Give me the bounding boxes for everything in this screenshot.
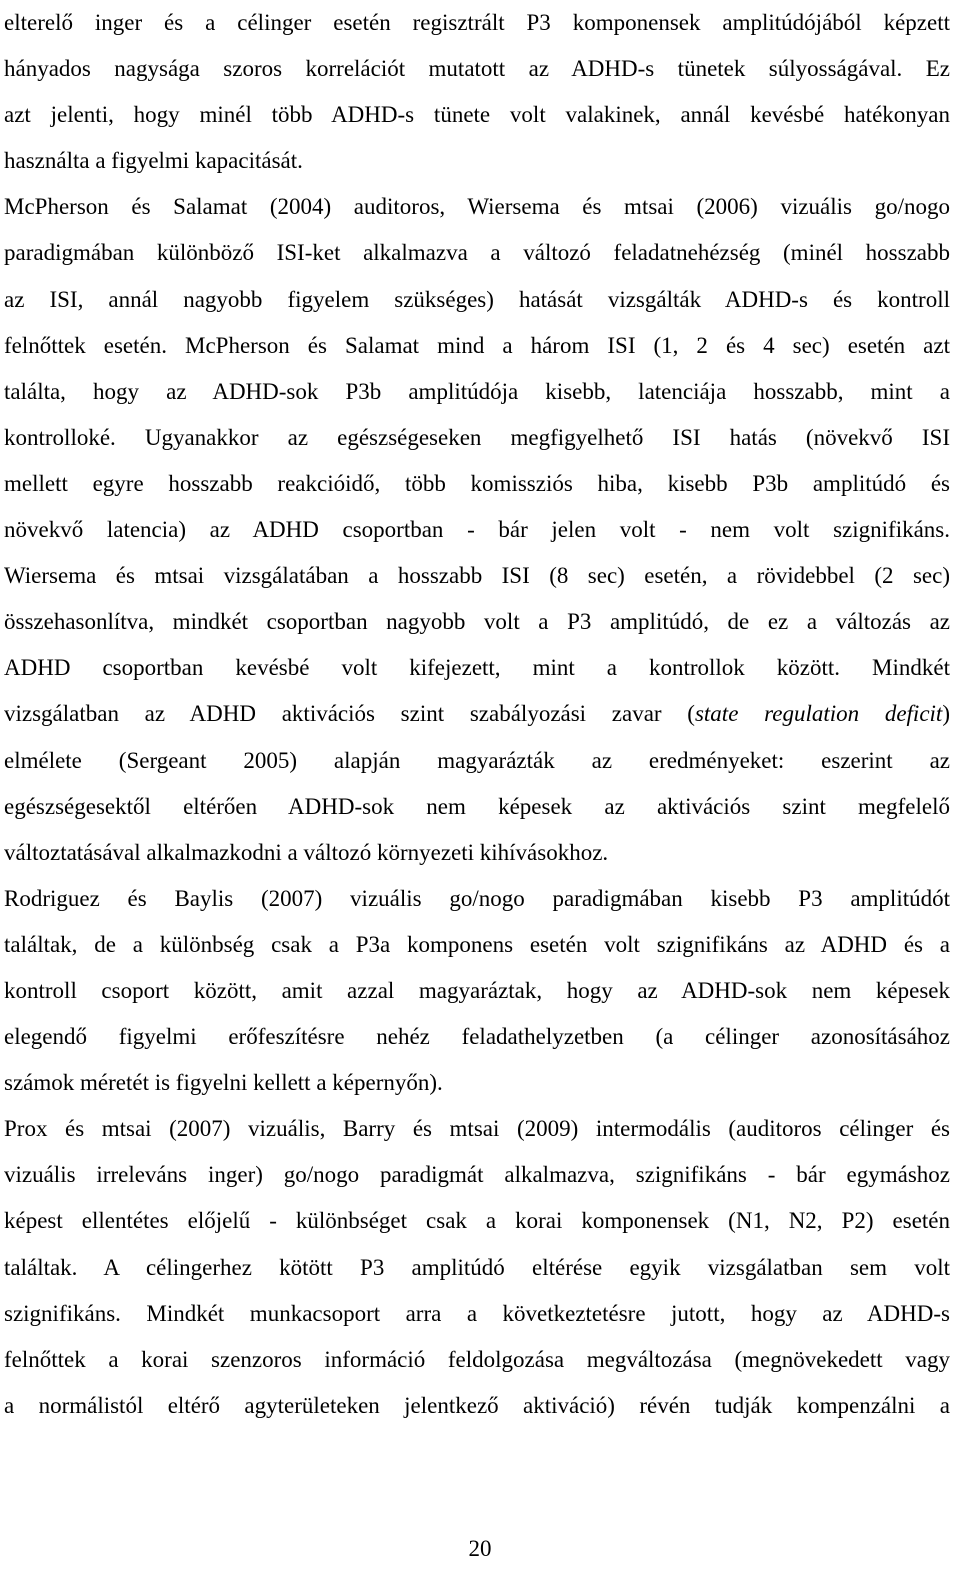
document-page xyxy=(4,0,950,1429)
text-line: találta, hogy az ADHD-sok P3b amplitúdója kisebb, latenciája hosszabb, mint a xyxy=(4,378,950,404)
text-line: a normálistól eltérő agyterületeken jelentkező aktiváció) révén tudják kompenzálni a xyxy=(4,1392,950,1418)
text-line-with-italic xyxy=(4,691,950,737)
italic-term: state regulation deficit xyxy=(694,701,943,727)
text-line: Prox és mtsai (2007) vizuális, Barry és mtsai (2009) intermodális (auditoros célinger és xyxy=(4,1116,950,1142)
paragraph-4 xyxy=(4,1106,950,1429)
text-line: számok méretét is figyelni kellett a képernyőn). xyxy=(4,1070,443,1096)
text-segment: vizsgálatban az ADHD aktivációs szint szabályozási zavar ( xyxy=(4,701,695,727)
paragraph-3 xyxy=(4,876,950,1106)
text-line: kontroll csoport között, amit azzal magyaráztak, hogy az ADHD-sok nem képesek xyxy=(4,977,950,1003)
text-line: felnőttek esetén. McPherson és Salamat mind a három ISI (1, 2 és 4 sec) esetén azt xyxy=(4,332,950,358)
text-line: használta a figyelmi kapacitását. xyxy=(4,148,303,174)
text-line: McPherson és Salamat (2004) auditoros, Wiersema és mtsai (2006) vizuális go/nogo xyxy=(4,194,950,220)
text-line: találtak. A célingerhez kötött P3 amplitúdó eltérése egyik vizsgálatban sem volt xyxy=(4,1254,950,1280)
text-line: azt jelenti, hogy minél több ADHD-s tünete volt valakinek, annál kevésbé hatékonyan xyxy=(4,102,950,128)
paragraph-2 xyxy=(4,184,950,875)
text-line: elmélete (Sergeant 2005) alapján magyarázták az eredményeket: eszerint az xyxy=(4,747,950,773)
text-line: találtak, de a különbség csak a P3a komponens esetén volt szignifikáns az ADHD és a xyxy=(4,931,950,957)
text-line: felnőttek a korai szenzoros információ feldolgozása megváltozása (megnövekedett vagy xyxy=(4,1346,950,1372)
text-line: Wiersema és mtsai vizsgálatában a hosszabb ISI (8 sec) esetén, a rövidebbel (2 sec) xyxy=(4,563,950,589)
text-line: ADHD csoportban kevésbé volt kifejezett, mint a kontrollok között. Mindkét xyxy=(4,655,950,681)
text-line: szignifikáns. Mindkét munkacsoport arra a következtetésre jutott, hogy az ADHD-s xyxy=(4,1300,950,1326)
text-line: az ISI, annál nagyobb figyelem szükséges) hatását vizsgálták ADHD-s és kontroll xyxy=(4,286,950,312)
text-line: Rodriguez és Baylis (2007) vizuális go/nogo paradigmában kisebb P3 amplitúdót xyxy=(4,885,950,911)
text-line: hányados nagysága szoros korrelációt mutatott az ADHD-s tünetek súlyosságával. Ez xyxy=(4,56,950,82)
text-line: elterelő inger és a célinger esetén regisztrált P3 komponensek amplitúdójából képzett xyxy=(4,10,950,35)
text-segment: ) xyxy=(942,701,950,727)
text-line: összehasonlítva, mindkét csoportban nagyobb volt a P3 amplitúdó, de ez a változás az xyxy=(4,609,950,635)
text-line: növekvő latencia) az ADHD csoportban - bár jelen volt - nem volt szignifikáns. xyxy=(4,517,950,543)
text-line: változtatásával alkalmazkodni a változó környezeti kihívásokhoz. xyxy=(4,839,609,865)
text-line: elegendő figyelmi erőfeszítésre nehéz feladathelyzetben (a célinger azonosításához xyxy=(4,1024,950,1050)
text-line: mellett egyre hosszabb reakcióidő, több komissziós hiba, kisebb P3b amplitúdó és xyxy=(4,470,950,496)
text-line: kontrolloké. Ugyanakkor az egészségeseken megfigyelhető ISI hatás (növekvő ISI xyxy=(4,424,950,450)
text-line: egészségesektől eltérően ADHD-sok nem képesek az aktivációs szint megfelelő xyxy=(4,793,950,819)
text-line: vizuális irreleváns inger) go/nogo paradigmát alkalmazva, szignifikáns - bár egymáshoz xyxy=(4,1162,950,1188)
text-line: képest ellentétes előjelű - különbséget csak a korai komponensek (N1, N2, P2) esetén xyxy=(4,1208,950,1234)
paragraph-1 xyxy=(4,0,950,184)
page-number: 20 xyxy=(468,1536,492,1561)
text-line: paradigmában különböző ISI-ket alkalmazva a változó feladatnehézség (minél hosszabb xyxy=(4,240,950,266)
